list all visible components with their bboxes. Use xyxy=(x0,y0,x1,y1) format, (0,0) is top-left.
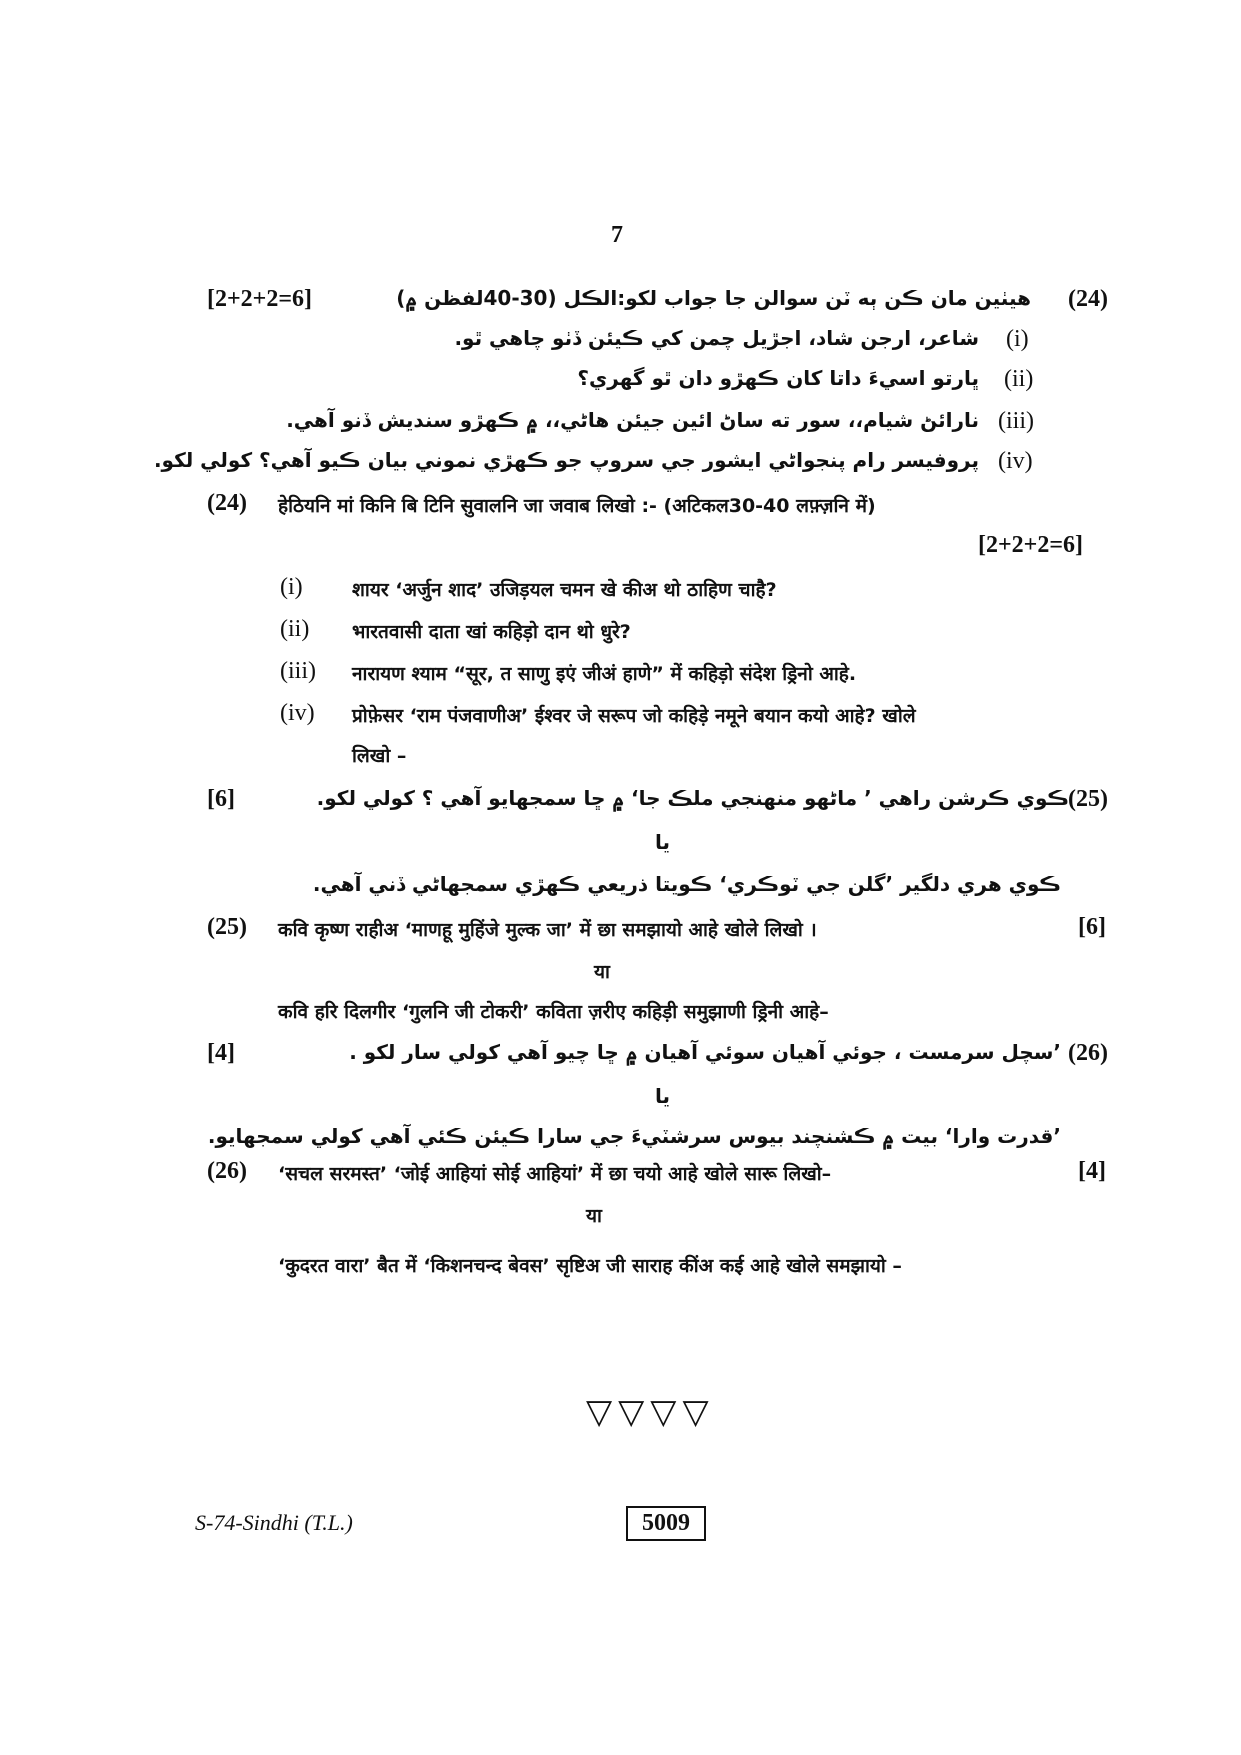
q25-hindi-or: या xyxy=(594,961,610,983)
serial-number-box: 5009 xyxy=(626,1506,706,1541)
q26-hindi-number: (26) xyxy=(207,1158,247,1184)
page-number: 7 xyxy=(611,222,623,248)
q24-hindi-item-text: शायर ‘अर्जुन शाद’ उजिड़यल चमन खे कीअ थो ठाहिण चाहै? xyxy=(352,579,777,601)
q24-sindhi-item-text: ڀارتو اسيءَ داتا کان ڪهڙو دان ٿو گهري؟ xyxy=(577,366,979,390)
q25-sindhi-alt: ڪوي هري دلگير ’گلن جي ٽوڪري‘ ڪويتا ذريعي ڪهڙي سمجهاڻي ڏني آهي. xyxy=(312,872,1061,896)
q24-hindi-item-text: नारायण श्याम “सूर, त साणु इएं जीअं हाणे” में कहिड़ो संदेश ड्रिनो आहे. xyxy=(352,663,857,685)
q24-sindhi-item-text: نارائڻ شيام،، سور ته ساڻ ائين جيئن هاڻي،، ۾ ڪهڙو سنديش ڏنو آهي. xyxy=(286,408,979,432)
q26-sindhi-alt: ’قدرت وارا‘ بيت ۾ ڪشنچند بيوس سرشٽيءَ جي سارا ڪيئن ڪئي آهي کولي سمجهايو. xyxy=(207,1124,1061,1148)
q24-sindhi-number: (24) xyxy=(1068,286,1108,312)
paper-code: S-74-Sindhi (T.L.) xyxy=(195,1510,353,1535)
q26-sindhi-marks: [4] xyxy=(207,1040,235,1066)
q24-hindi-number: (24) xyxy=(207,490,247,516)
q24-hindi-item-text: भारतवासी दाता खां कहिड़ो दान थो धुरे? xyxy=(352,621,631,643)
q25-hindi-number: (25) xyxy=(207,914,247,940)
q25-hindi-text: कवि कृष्ण राहीअ ‘माणहू मुहिंजे मुल्क जा’ में छा समझायो आहे खोले लिखो । xyxy=(278,919,817,941)
q26-hindi-alt: ‘कुदरत वारा’ बैत में ‘किशनचन्द बेवस’ सृष्टिअ जी साराह कींअ कई आहे खोले समझायो – xyxy=(278,1255,902,1277)
q26-sindhi-or: يا xyxy=(655,1084,671,1108)
end-of-paper-triangles-icon: ▽▽▽▽ xyxy=(586,1392,715,1432)
q25-sindhi-or: يا xyxy=(655,830,671,854)
q25-sindhi-number: (25) xyxy=(1068,786,1108,812)
q24-hindi-instruction: हेठियनि मां किनि बि टिनि सुवालनि जा जवाब लिखो :- (अटिकल30-40 लफ़्ज़नि में) xyxy=(278,495,876,517)
q24-hindi-item-label: (iv) xyxy=(280,700,315,726)
q24-hindi-item-text: प्रोफ़ेसर ‘राम पंजवाणीअ’ ईश्वर जे सरूप जो कहिड़े नमूने बयान कयो आहे? खोले xyxy=(352,705,916,727)
q24-sindhi-item-text: پروفيسر رام پنجواڻي ايشور جي سروپ جو ڪهڙي نموني بيان ڪيو آهي؟ کولي لکو. xyxy=(153,448,979,472)
q24-sindhi-marks: [2+2+2=6] xyxy=(207,286,313,312)
q25-hindi-alt: कवि हरि दिलगीर ‘गुलनि जी टोकरी’ कविता ज़रीए कहिड़ी समुझाणी ड्रिनी आहे– xyxy=(278,1001,829,1023)
q26-sindhi-text: ’سچل سرمست ، جوئي آهيان سوئي آهيان ۾ ڇا چيو آهي کولي سار لکو . xyxy=(349,1040,1061,1064)
q26-hindi-text: ‘सचल सरमस्त’ ‘जोई आहियां सोई आहियां’ में छा चयो आहे खोले सारू लिखो– xyxy=(278,1163,832,1185)
q24-sindhi-item-label: (iv) xyxy=(998,448,1033,474)
q26-hindi-marks: [4] xyxy=(1078,1158,1106,1184)
q24-hindi-item-text-cont: लिखो – xyxy=(352,745,407,767)
q25-sindhi-text: ڪوي ڪرشن راهي ’ ماڻهو منهنجي ملڪ جا‘ ۾ ڇا سمجهايو آهي ؟ کولي لکو. xyxy=(316,786,1069,810)
q24-sindhi-item-label: (iii) xyxy=(998,408,1034,434)
q24-sindhi-item-label: (ii) xyxy=(1004,366,1034,392)
q24-hindi-item-label: (iii) xyxy=(280,658,316,684)
q24-sindhi-item-label: (i) xyxy=(1006,326,1029,352)
q24-hindi-item-label: (ii) xyxy=(280,616,310,642)
q24-hindi-marks: [2+2+2=6] xyxy=(978,532,1084,558)
q26-hindi-or: या xyxy=(586,1205,602,1227)
q26-sindhi-number: (26) xyxy=(1068,1040,1108,1066)
q25-sindhi-marks: [6] xyxy=(207,786,235,812)
q24-sindhi-item-text: شاعر، ارجن شاد، اجڙيل چمن کي ڪيئن ڏٺو چاهي ٿو. xyxy=(454,326,979,350)
q25-hindi-marks: [6] xyxy=(1078,914,1106,940)
q24-hindi-item-label: (i) xyxy=(280,574,303,600)
q24-sindhi-instruction: هيٺين مان ڪن ٻه ٽن سوالن جا جواب لکو:الڪل (30-40لفظن ۾) xyxy=(396,286,1031,310)
